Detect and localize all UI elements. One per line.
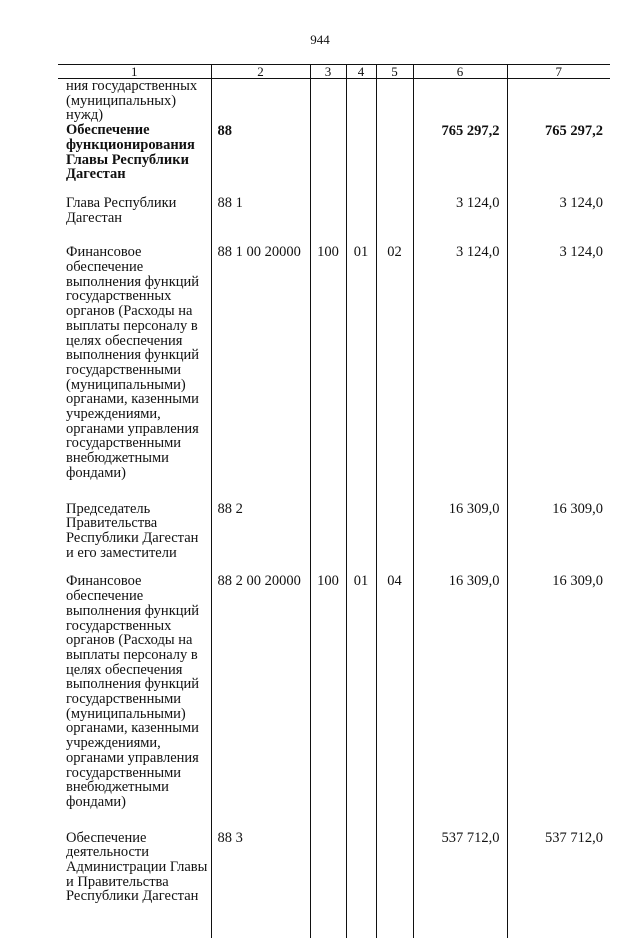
row-section-cell: 01	[346, 574, 376, 830]
table-row	[58, 196, 610, 245]
row-expense-type-cell	[310, 831, 346, 905]
row-subsection-cell	[376, 502, 413, 575]
column-header: 4	[346, 65, 376, 79]
row-name-cell: Председатель Правительства Республики Дагестан и его заместители	[66, 500, 199, 561]
column-header: 5	[376, 65, 413, 79]
row-code-cell: 88	[211, 123, 310, 196]
row-subsection-cell	[376, 123, 413, 196]
column-header: 6	[413, 65, 507, 79]
row-amount-cell: 765 297,2	[507, 123, 610, 196]
table-row	[58, 79, 610, 124]
row-subsection-cell: 02	[376, 245, 413, 501]
row-subsection-cell	[376, 196, 413, 245]
table-row	[58, 574, 610, 830]
row-section-cell: 01	[346, 245, 376, 501]
row-name-cell: Глава Республики Дагестан	[66, 194, 177, 226]
column-header: 3	[310, 65, 346, 79]
row-section-cell	[346, 79, 376, 124]
row-subsection-cell: 04	[376, 574, 413, 830]
row-code-cell: 88 3	[211, 831, 310, 905]
empty-cell	[211, 904, 310, 938]
row-name-cell: Финансовое обеспечение выполнения функций государственных органов (Расходы на выплаты персоналу в целях обеспечения выполнения функций государственными (муниципальными) органами, казенными учреждениями, органами управления государственными внебюджетными фондами)	[66, 573, 200, 810]
empty-cell	[58, 904, 211, 938]
table-filler-row	[58, 904, 610, 938]
row-amount-cell: 3 124,0	[413, 245, 507, 501]
empty-cell	[310, 904, 346, 938]
row-amount-cell	[413, 79, 507, 124]
budget-table	[58, 64, 610, 938]
row-amount-cell: 3 124,0	[413, 196, 507, 245]
row-code-cell: 88 1 00 20000	[211, 245, 310, 501]
empty-cell	[413, 904, 507, 938]
row-name-cell: Обеспечение деятельности Администрации Главы и Правительства Республики Дагестан	[66, 829, 208, 905]
column-header: 2	[211, 65, 310, 79]
row-name-cell: Финансовое обеспечение выполнения функций государственных органов (Расходы на выплаты персоналу в целях обеспечения выполнения функций государственными (муниципальными) органами, казенными учреждениями, органами управления государственными внебюджетными фондами)	[66, 244, 200, 481]
row-section-cell	[346, 196, 376, 245]
table-header-row	[58, 65, 610, 79]
row-name-cell: ния государственных (муниципальных) нужд)	[66, 78, 198, 124]
row-code-cell: 88 2	[211, 502, 310, 575]
row-amount-cell: 16 309,0	[413, 502, 507, 575]
row-amount-cell: 16 309,0	[507, 502, 610, 575]
row-amount-cell: 765 297,2	[413, 123, 507, 196]
row-expense-type-cell: 100	[310, 574, 346, 830]
table-row	[58, 245, 610, 501]
row-name-cell: Обеспечение функционирования Главы Республики Дагестан	[66, 122, 195, 183]
row-amount-cell	[507, 79, 610, 124]
row-amount-cell: 537 712,0	[413, 831, 507, 905]
row-amount-cell: 537 712,0	[507, 831, 610, 905]
row-section-cell	[346, 831, 376, 905]
page-number: 944	[310, 32, 330, 47]
row-expense-type-cell	[310, 502, 346, 575]
table-row	[58, 831, 610, 905]
column-header: 1	[58, 65, 211, 79]
row-section-cell	[346, 123, 376, 196]
row-subsection-cell	[376, 831, 413, 905]
row-code-cell	[211, 79, 310, 124]
row-code-cell: 88 2 00 20000	[211, 574, 310, 830]
row-amount-cell: 16 309,0	[413, 574, 507, 830]
row-section-cell	[346, 502, 376, 575]
row-expense-type-cell	[310, 123, 346, 196]
row-subsection-cell	[376, 79, 413, 124]
empty-cell	[507, 904, 610, 938]
row-expense-type-cell	[310, 196, 346, 245]
row-expense-type-cell: 100	[310, 245, 346, 501]
row-amount-cell: 16 309,0	[507, 574, 610, 830]
row-amount-cell: 3 124,0	[507, 196, 610, 245]
row-code-cell: 88 1	[211, 196, 310, 245]
empty-cell	[376, 904, 413, 938]
row-expense-type-cell	[310, 79, 346, 124]
table-row	[58, 502, 610, 575]
table-row	[58, 123, 610, 196]
row-amount-cell: 3 124,0	[507, 245, 610, 501]
empty-cell	[346, 904, 376, 938]
column-header: 7	[507, 65, 610, 79]
